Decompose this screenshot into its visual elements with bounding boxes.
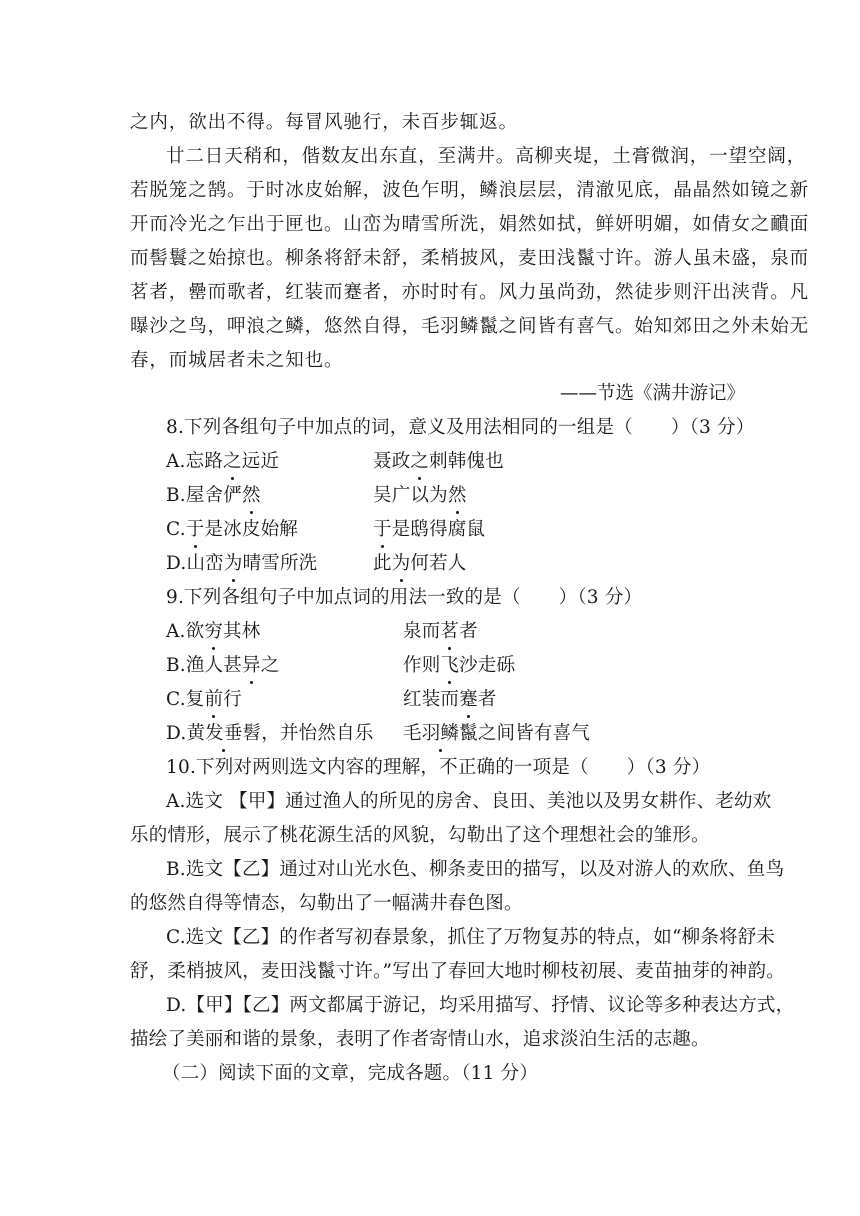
- q9-stem-text: 9.下列各组句子中加点词的用法一致的是（: [166, 587, 521, 608]
- passage-line-6: 茗者，罍而歌者，红装而蹇者，亦时时有。风力虽尚劲，然徒步则汗出浃背。凡: [130, 282, 810, 303]
- dotted-word: 异: [241, 655, 261, 676]
- q9-option-a-left: A.欲穷其林: [166, 621, 261, 642]
- q10-stem-text: 10.下列对两则选文内容的理解，不正确的一项是（: [166, 757, 589, 778]
- passage-line-3: 若脱笼之鹄。于时冰皮始解，波色乍明，鳞浪层层，清澈见底，晶晶然如镜之新: [130, 180, 810, 201]
- dotted-word: 为: [391, 553, 411, 574]
- dotted-word: 蹇: [459, 689, 478, 710]
- q9-option-c-left: C.复前行: [166, 689, 242, 710]
- q8-option-c-right: 于是鸱得腐鼠: [373, 519, 486, 540]
- dotted-word: 然: [447, 485, 467, 506]
- dotted-word: 黄发垂髫: [186, 723, 262, 744]
- dotted-word: 茗: [440, 621, 460, 642]
- q10-option-c-line-1: C.选文【乙】的作者写初春景象，抓住了万物复苏的特点，如“柳条将舒未: [166, 927, 776, 948]
- dotted-word: 之: [410, 451, 430, 472]
- q8-option-d-right: 此为何若人: [373, 553, 467, 574]
- q10-option-b-line-2: 的悠然自得等情态，勾勒出了一幅满井春色图。: [130, 893, 523, 914]
- q9-option-d-right: 毛羽鳞鬣之间皆有喜气: [403, 723, 591, 744]
- q8-stem: [166, 417, 754, 439]
- q9-score: ）（3 分）: [558, 587, 643, 608]
- q9-option-a-right: 泉而茗者: [403, 621, 478, 642]
- q10-option-c-line-2: 舒，柔梢披风，麦田浅鬣寸许。”写出了春回大地时柳枝初展、麦苗抽芽的神韵。: [130, 961, 785, 982]
- q10-score: ）（3 分）: [626, 757, 711, 778]
- q10-option-a-line-2: 乐的情形，展示了桃花源生活的风貌，勾勒出了这个理想社会的雏形。: [130, 825, 710, 846]
- q8-option-d-left: D.山峦为晴雪所洗: [166, 553, 318, 574]
- q10-stem: [166, 757, 710, 779]
- dotted-word: 之: [223, 451, 242, 472]
- q8-option-b-left: B.屋舍俨然: [166, 485, 261, 506]
- q9-stem: [166, 587, 642, 609]
- dotted-word: 于: [373, 519, 392, 540]
- q10-option-d-line-1: D.【甲】【乙】两文都属于游记，均采用描写、抒情、议论等多种表达方式，: [166, 995, 795, 1016]
- dotted-word: 飞: [440, 655, 460, 676]
- q10-option-d-line-2: 描绘了美丽和谐的景象，表明了作者寄情山水，追求淡泊生活的志趣。: [130, 1029, 710, 1050]
- dotted-word: 穷: [204, 621, 224, 642]
- q9-option-b-left: B.渔人甚异之: [166, 655, 280, 676]
- passage-line-2: 廿二日天稍和，偕数友出东直，至满井。高柳夹堤，土膏微润，一望空阔，: [166, 146, 807, 167]
- q8-option-a-right: 聂政之刺韩傀也: [373, 451, 504, 472]
- q8-option-b-right: 吴广以为然: [373, 485, 467, 506]
- passage-line-8: 春，而城居者未之知也。: [130, 350, 344, 371]
- q9-option-b-right: 作则飞沙走砾: [403, 655, 516, 676]
- passage-source: ——节选《满井游记》: [560, 383, 746, 404]
- q10-option-a-line-1: A.选文 【甲】通过渔人的所见的房舍、良田、美池以及男女耕作、老幼欢: [166, 791, 772, 812]
- q9-option-d-left: D.黄发垂髫，并怡然自乐: [166, 723, 374, 744]
- q9-option-c-right: 红装而蹇者: [403, 689, 497, 710]
- q8-option-a-left: A.忘路之远近: [166, 451, 280, 472]
- passage-line-5: 而髻鬟之始掠也。柳条将舒未舒，柔梢披风，麦田浅鬣寸许。游人虽未盛，泉而: [130, 248, 810, 269]
- section-2-heading: （二）阅读下面的文章，完成各题。（11 分）: [162, 1063, 539, 1084]
- passage-line-4: 开而冷光之乍出于匣也。山峦为晴雪所洗，娟然如拭，鲜妍明媚，如倩女之靧面: [130, 214, 810, 235]
- q8-score: ）（3 分）: [670, 417, 755, 438]
- dotted-word: 毛羽鳞鬣: [403, 723, 478, 744]
- passage-line-7: 曝沙之鸟，呷浪之鳞，悠然自得，毛羽鳞鬣之间皆有喜气。始知郊田之外未始无: [130, 316, 810, 337]
- passage-line-1: 之内，欲出不得。每冒风驰行，未百步辄返。: [130, 112, 519, 133]
- q10-option-b-line-1: B.选文【乙】通过对山光水色、柳条麦田的描写，以及对游人的欢欣、鱼鸟: [166, 859, 785, 880]
- dotted-word: 于: [185, 519, 205, 540]
- dotted-word: 然: [241, 485, 261, 506]
- q8-option-c-left: C.于是冰皮始解: [166, 519, 298, 540]
- q8-stem-text: 8.下列各组句子中加点的词，意义及用法相同的一组是（: [166, 417, 633, 438]
- dotted-word: 为: [223, 553, 243, 574]
- dotted-word: 前: [204, 689, 224, 710]
